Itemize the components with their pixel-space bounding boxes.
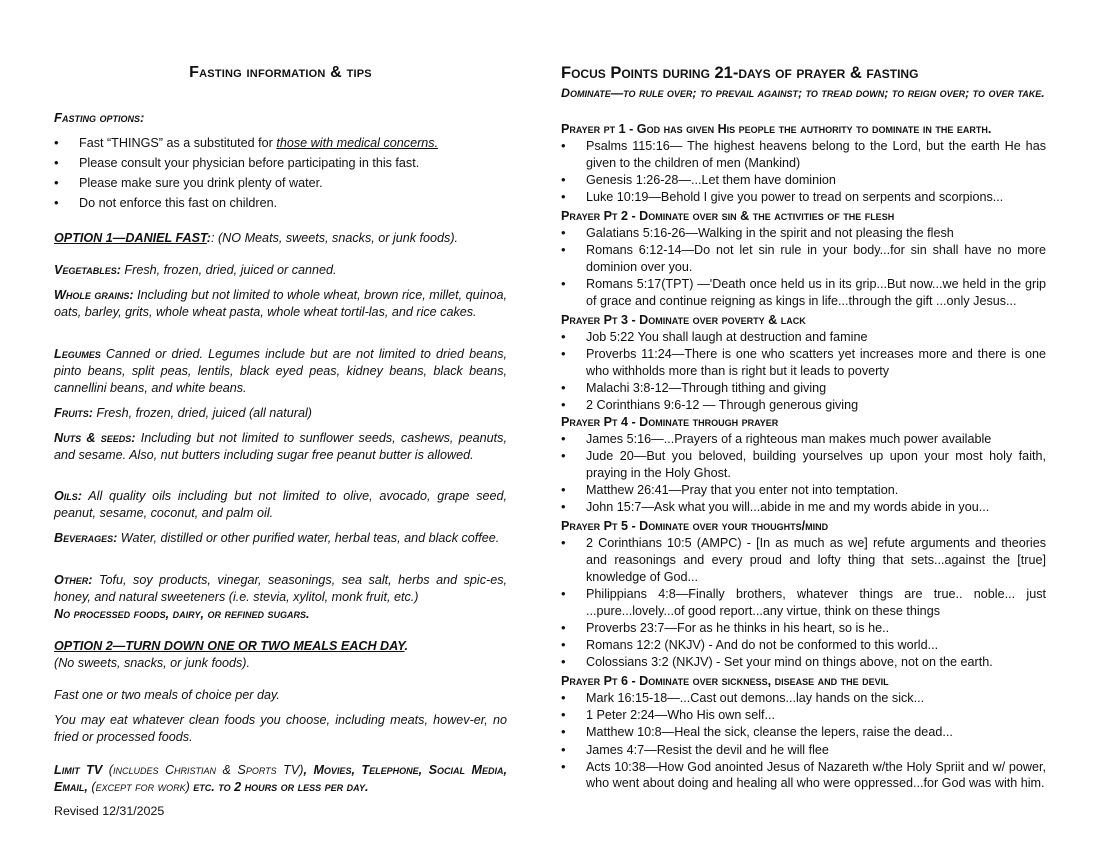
list-item: • Colossians 3:2 (NKJV) - Set your mind on things above, not on the earth. (561, 654, 1046, 671)
list-item: • James 4:7—Resist the devil and he will flee (561, 742, 1046, 759)
category-whole-grains: Whole grains: Including but not limited to whole wheat, brown rice, millet, quinoa, oats, barley, grits, whole wheat pasta, whole wheat tortil-las, and rice cakes. (54, 288, 507, 319)
category-oils: Oils: All quality oils including but not limited to olive, avocado, grape seed, peanut, sesame, coconut, and palm oil. (54, 489, 507, 520)
list-item: • Philippians 4:8—Finally brothers, whatever things are true.. noble... just ...pure...lovely...of good report...any virtue, think on these things (561, 586, 1046, 620)
dominate-definition: Dominate—to rule over; to prevail against; to tread down; to reign over; to over take. (561, 86, 1045, 100)
prayer-point-1 (561, 121, 1046, 206)
fasting-info-title: Fasting information & tips (189, 64, 372, 81)
list-item: • Luke 10:19—Behold I give you power to tread on serpents and scorpions... (561, 189, 1046, 206)
prayer-point-5 (561, 518, 1046, 671)
list-item: • Psalms 115:16— The highest heavens belong to the Lord, but the earth He has given to the children of men (Mankind) (561, 138, 1046, 172)
prayer-point-3 (561, 312, 1046, 414)
list-item: • Please make sure you drink plenty of water. (54, 175, 507, 192)
prayer-point-heading: Prayer Pt 6 - Dominate over sickness, disease and the devil (561, 674, 889, 688)
category-legumes: Legumes Canned or dried. Legumes include but are not limited to dried beans, pinto beans, split peas, lentils, black eyed peas, kidney beans, black beans, cannellini beans, and white beans. (54, 347, 507, 395)
list-item: • Romans 5:17(TPT) —'Death once held us in its grip...But now...we held in the grip of grace and continue reigning as kings in life...through the gift ...only Jesus... (561, 276, 1046, 310)
list-item: • Romans 6:12-14—Do not let sin rule in your body...for sin shall have no more dominion over you. (561, 242, 1046, 276)
medical-concerns-emphasis: those with medical concerns. (276, 136, 439, 150)
may-eat-note: You may eat whatever clean foods you choose, including meats, howev-er, no fried or processed foods. (54, 713, 507, 744)
prayer-point-2 (561, 208, 1046, 310)
list-item: • 2 Corinthians 10:5 (AMPC) - [In as much as we] refute arguments and theories and reasonings and every proud and lofty thing that sets...against the [true] knowledge of God... (561, 535, 1046, 585)
media-limit-note: Limit TV (includes Christian & Sports TV), Movies, Telephone, Social Media, Email, (except for work) etc. to 2 hours or less per day. (54, 763, 507, 794)
focus-points-title: Focus Points during 21-days of prayer & fasting (561, 64, 919, 82)
list-item: • 2 Corinthians 9:6-12 — Through generous giving (561, 397, 1046, 414)
list-item: • John 15:7—Ask what you will...abide in me and my words abide in you... (561, 499, 1046, 516)
list-item: • Malachi 3:8-12—Through tithing and giving (561, 380, 1046, 397)
option2-note: (No sweets, snacks, or junk foods). (54, 656, 250, 670)
category-nuts-seeds: Nuts & seeds: Including but not limited to sunflower seeds, cashews, peanuts, and sesame. Also, nut butters including sugar free peanut butter is allowed. (54, 431, 507, 462)
list-item: • Please consult your physician before participating in this fast. (54, 155, 507, 172)
list-item: • Proverbs 11:24—There is one who scatters yet increases more and there is one who withholds more than is right but it leads to poverty (561, 346, 1046, 380)
prayer-point-heading: Prayer Pt 3 - Dominate over poverty & lack (561, 313, 806, 327)
option2-heading: OPTION 2—TURN DOWN ONE OR TWO MEALS EACH DAY. (No sweets, snacks, or junk foods). (54, 639, 409, 670)
prayer-point-4 (561, 414, 1046, 516)
list-item: • Matthew 26:41—Pray that you enter not into temptation. (561, 482, 1046, 499)
category-vegetables: Vegetables: Fresh, frozen, dried, juiced or canned. (54, 263, 337, 277)
prayer-point-6 (561, 673, 1046, 792)
fasting-options-list (54, 135, 507, 215)
option1-note: : (NO Meats, sweets, snacks, or junk foods). (210, 231, 459, 245)
revised-date: Revised 12/31/2025 (54, 804, 165, 818)
list-item: • Proverbs 23:7—For as he thinks in his heart, so is he.. (561, 620, 1046, 637)
list-item: • Do not enforce this fast on children. (54, 195, 507, 212)
fasting-options-heading: Fasting options: (54, 110, 145, 125)
list-item: • James 5:16—...Prayers of a righteous man makes much power available (561, 431, 1046, 448)
category-fruits: Fruits: Fresh, frozen, dried, juiced (all natural) (54, 406, 312, 420)
list-item: • Romans 12:2 (NKJV) - And do not be conformed to this world... (561, 637, 1046, 654)
list-item: • Jude 20—But you beloved, building yourselves up upon your most holy faith, praying in the Holy Ghost. (561, 448, 1046, 482)
prayer-point-heading: Prayer pt 1 - God has given His people the authority to dominate in the earth. (561, 122, 992, 136)
fast-one-note: Fast one or two meals of choice per day. (54, 688, 280, 702)
category-other: Other: Tofu, soy products, vinegar, seasonings, sea salt, herbs and spic-es, honey, and natural sweeteners (i.e. stevia, xylitol, monk fruit, etc.) No processed foods, dairy, or refined sugars. (54, 573, 507, 621)
list-item: • Galatians 5:16-26—Walking in the spirit and not pleasing the flesh (561, 225, 1046, 242)
category-beverages: Beverages: Water, distilled or other purified water, herbal teas, and black coffee. (54, 531, 500, 545)
no-processed-foods-note: No processed foods, dairy, or refined sugars. (54, 607, 310, 621)
option1-heading: OPTION 1—DANIEL FAST:: (NO Meats, sweets, snacks, or junk foods). (54, 231, 459, 245)
list-item: • Job 5:22 You shall laugh at destruction and famine (561, 329, 1046, 346)
list-item: • Matthew 10:8—Heal the sick, cleanse the lepers, raise the dead... (561, 724, 1046, 741)
list-item: • 1 Peter 2:24—Who His own self... (561, 707, 1046, 724)
list-item: • Acts 10:38—How God anointed Jesus of Nazareth w/the Holy Spriit and w/ power, who went about doing and healing all who were oppressed...for God was with him. (561, 759, 1046, 793)
prayer-point-heading: Prayer Pt 4 - Dominate through prayer (561, 415, 779, 429)
prayer-point-heading: Prayer Pt 5 - Dominate over your thoughts/mind (561, 519, 829, 533)
prayer-point-heading: Prayer Pt 2 - Dominate over sin & the activities of the flesh (561, 209, 895, 223)
list-item: • Genesis 1:26-28—...Let them have dominion (561, 172, 1046, 189)
list-item: • Fast “THINGS” as a substituted for those with medical concerns. (54, 135, 507, 152)
list-item: • Mark 16:15-18—...Cast out demons...lay hands on the sick... (561, 690, 1046, 707)
